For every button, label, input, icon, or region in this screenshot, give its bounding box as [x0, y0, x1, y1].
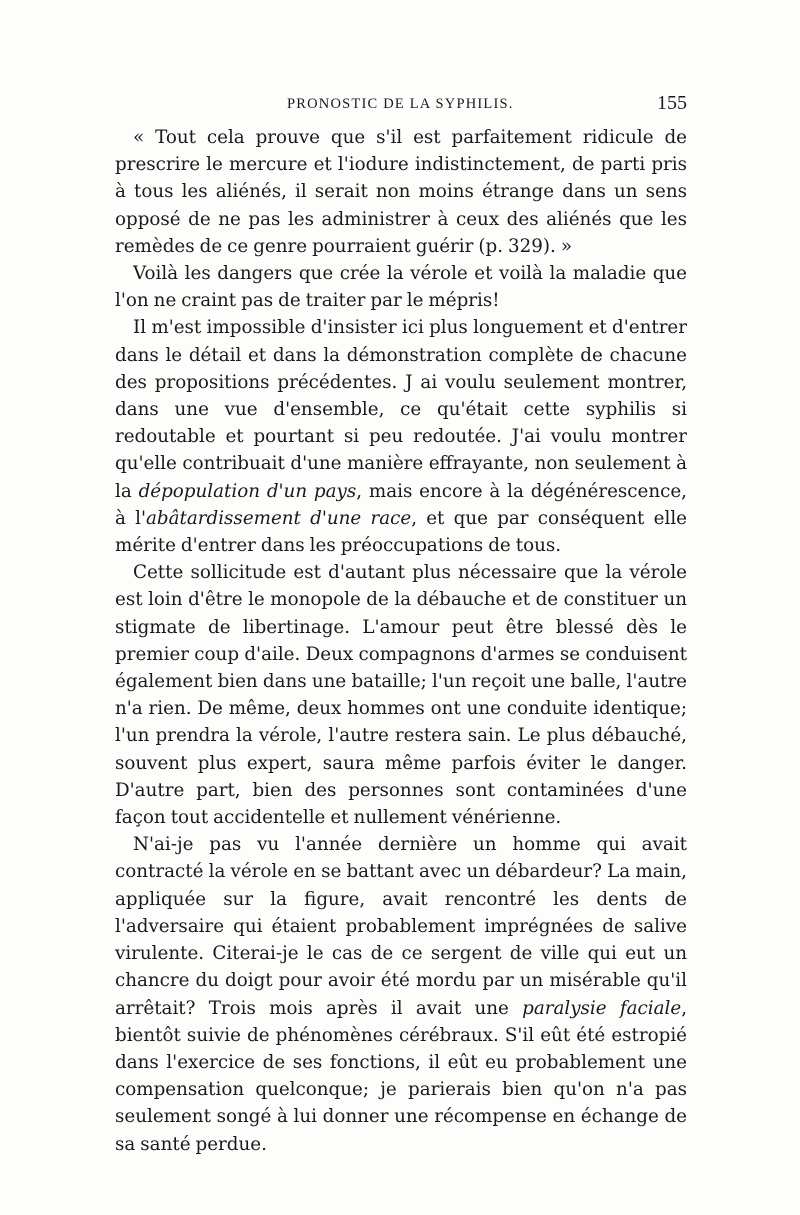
italic-phrase: paralysie faciale	[522, 997, 682, 1019]
paragraph-text: , bientôt suivie de phénomènes cérébraux. S'il eût été estropié dans l'exercice de ses fonctions, il eût eu probablement une compensation quelconque; je parierais bien qu'on n'a pas seulement songé à lui donner une récompense en échange de sa santé perdue.	[115, 997, 688, 1155]
body-text	[115, 124, 687, 1158]
paragraph-text: N'ai-je pas vu l'année dernière un homme qui avait contracté la vérole en se battant avec un débardeur? La main, appliquée sur la figure, avait rencontré les dents de l'adversaire qui étaient probablement imprégnées de salive virulente. Citerai-je le cas de ce sergent de ville qui eut un chancre du doigt pour avoir été mordu par un misérable qu'il arrêtait? Trois mois après il avait une	[115, 834, 687, 1019]
paragraph-anecdote	[115, 831, 687, 1157]
paragraph-text: Il m'est impossible d'insister ici plus longuement et d'entrer dans le détail et dans la démonstration complète de chacune des propositions précédentes. J ai voulu seulement montrer, dans une vue d'ensemble, ce qu'était cette syphilis si redoutable et pourtant si peu redoutée. J'ai voulu montrer qu'elle contribuait d'une manière effrayante, non seulement à la	[115, 317, 687, 502]
italic-phrase: dépopulation d'un pays	[138, 480, 357, 502]
running-head	[115, 92, 687, 118]
paragraph-quote	[115, 124, 687, 260]
paragraph-dangers	[115, 260, 687, 314]
paragraph-text: Voilà les dangers que crée la vérole et voilà la maladie que l'on ne craint pas de traiter par le mépris!	[115, 263, 687, 312]
paragraph-text: , mais encore à la dégénérescence, à l'	[115, 480, 687, 529]
paragraph-text: Cette sollicitude est d'autant plus nécessaire que la vérole est loin d'être le monopole de la débauche et de constituer un stigmate de libertinage. L'amour peut être blessé dès le premier coup d'aile. Deux compagnons d'armes se conduisent également bien dans une bataille; l'un reçoit une balle, l'autre n'a rien. De même, deux hommes ont une conduite identique; l'un prendra la vérole, l'autre restera sain. Le plus débauché, souvent plus expert, saura même parfois éviter le danger. D'autre part, bien des personnes sont contaminées d'une façon tout accidentelle et nullement vénérienne.	[115, 562, 687, 829]
paragraph-sollicitude	[115, 559, 687, 831]
paragraph-text: « Tout cela prouve que s'il est parfaitement ridicule de prescrire le mercure et l'iodure indistinctement, de parti pris à tous les aliénés, il serait non moins étrange dans un sens opposé de ne pas les administrer à ceux des aliénés que les remèdes de ce genre pourraient guérir (p. 329). »	[115, 127, 687, 257]
paragraph-text: , et que par conséquent elle mérite d'entrer dans les préoccupations de tous.	[115, 507, 687, 557]
running-title: PRONOSTIC DE LA SYPHILIS.	[287, 96, 514, 112]
italic-phrase: abâtardissement d'une race	[146, 507, 412, 529]
page-number: 155	[657, 92, 687, 114]
paragraph-impossible	[115, 314, 687, 559]
